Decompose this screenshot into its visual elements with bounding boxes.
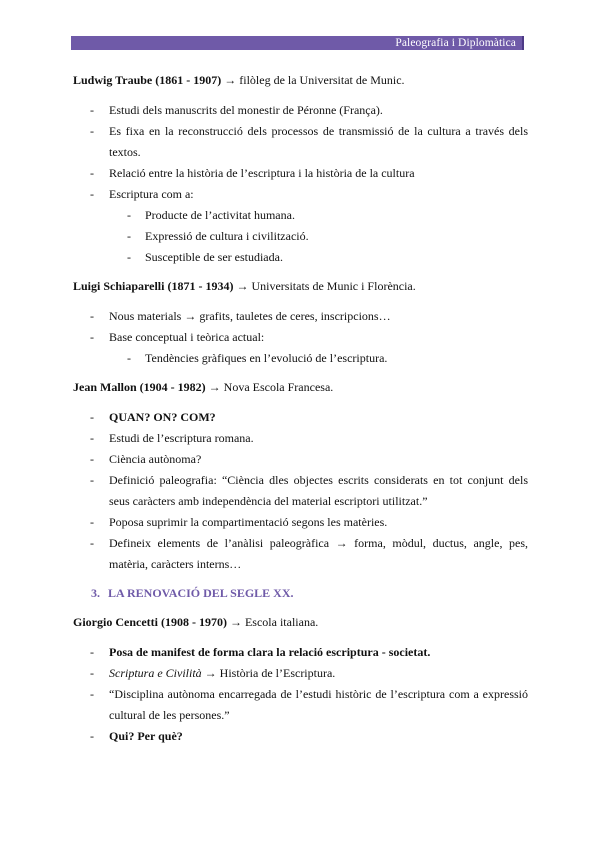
traube-list <box>73 100 528 268</box>
person-desc: → filòleg de la Universitat de Munic. <box>221 73 405 87</box>
sub-list-item: - Expressió de cultura i civilització. <box>127 229 309 243</box>
person-schiaparelli <box>73 276 528 297</box>
list-item: - Estudi dels manuscrits del monestir de Péronne (França). <box>90 103 383 117</box>
list-item: - Ciència autònoma? <box>90 452 202 466</box>
list-item: - Poposa suprimir la compartimentació segons les matèries. <box>90 515 388 529</box>
cencetti-list <box>73 642 528 747</box>
list-item: - Qui? Per què? <box>90 729 183 743</box>
page-header-bar <box>71 36 524 50</box>
list-item: - Relació entre la història de l’escriptura i la història de la cultura <box>90 166 415 180</box>
sub-list-item: - Tendències gràfiques en l’evolució de l’escriptura. <box>127 351 388 365</box>
person-name: Luigi Schiaparelli (1871 - 1934) <box>73 279 234 293</box>
section-heading: 3. LA RENOVACIÓ DEL SEGLE XX. <box>91 586 294 600</box>
sub-list-item: - Producte de l’activitat humana. <box>127 208 295 222</box>
list-item: - Defineix elements de l’anàlisi paleogràfica → forma, mòdul, ductus, angle, pes, matèria, caràcters interns… <box>90 536 528 571</box>
list-item: - Estudi de l’escriptura romana. <box>90 431 254 445</box>
person-mallon <box>73 377 528 398</box>
person-name: Ludwig Traube (1861 - 1907) <box>73 73 222 87</box>
schiaparelli-list <box>73 306 528 369</box>
person-desc: → Universitats de Munic i Florència. <box>233 279 416 293</box>
sub-list-item: - Susceptible de ser estudiada. <box>127 250 283 264</box>
list-item: - Scriptura e Civilità → Història de l’Escriptura. <box>90 666 336 680</box>
list-item: - QUAN? ON? COM? <box>90 410 216 424</box>
list-item: - Posa de manifest de forma clara la relació escriptura - societat. <box>90 645 431 659</box>
person-name: Jean Mallon (1904 - 1982) <box>73 380 206 394</box>
mallon-list <box>73 407 528 575</box>
list-item: - “Disciplina autònoma encarregada de l’estudi històric de l’escriptura com a expressió cultural de les persones.” <box>90 687 528 722</box>
document-body <box>73 70 528 755</box>
person-name: Giorgio Cencetti (1908 - 1970) <box>73 615 227 629</box>
person-desc: → Escola italiana. <box>226 615 319 629</box>
person-desc: → Nova Escola Francesa. <box>205 380 334 394</box>
list-item: - Es fixa en la reconstrucció dels processos de transmissió de la cultura a través dels textos. <box>90 124 528 159</box>
header-title: Paleografia i Diplomàtica <box>395 37 516 49</box>
list-item: - Definició paleografia: “Ciència dles objectes escrits considerats en tot conjunt dels seus caràcters amb independència del material escriptori utilitzat.” <box>90 473 528 508</box>
list-item: - Nous materials → grafits, tauletes de ceres, inscripcions… <box>90 309 391 323</box>
list-item: - Base conceptual i teòrica actual: <box>90 330 265 344</box>
list-item: - Escriptura com a: <box>90 187 194 201</box>
person-cencetti <box>73 612 528 633</box>
person-traube <box>73 70 528 91</box>
